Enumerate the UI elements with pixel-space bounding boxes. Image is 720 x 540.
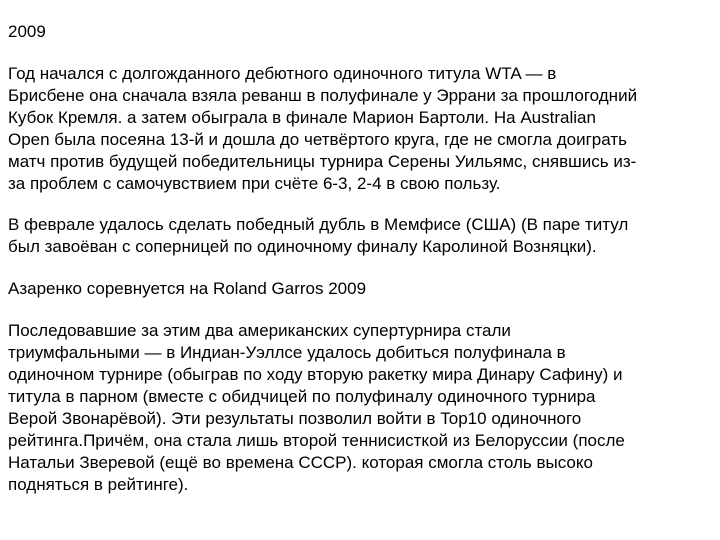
paragraph-line: Open была посеяна 13-й и дошла до четвёртого круга, где не смогла доиграть [8, 130, 627, 149]
paragraph-line: триумфальными — в Индиан-Уэллсе удалось добиться полуфинала в [8, 343, 566, 362]
paragraph-line: Натальи Зверевой (ещё во времена СССР). которая смогла столь высоко [8, 453, 593, 472]
paragraph-line: титула в парном (вместе с обидчицей по полуфиналу одиночного турнира [8, 387, 596, 406]
paragraph-line: подняться в рейтинге). [8, 475, 189, 494]
year-heading: 2009 [8, 22, 46, 41]
paragraph-line: Брисбене она сначала взяла реванш в полуфинале у Эррани за прошлогодний [8, 86, 638, 105]
paragraph-line: рейтинга.Причём, она стала лишь второй теннисисткой из Белоруссии (после [8, 431, 625, 450]
paragraph-line: за проблем с самочувствием при счёте 6-3, 2-4 в свою пользу. [8, 174, 501, 193]
paragraph-line: матч против будущей победительницы турнира Серены Уильямс, снявшись из- [8, 152, 637, 171]
paragraph-line: Последовавшие за этим два американских супертурнира стали [8, 321, 511, 340]
paragraph-line: Год начался с долгожданного дебютного одиночного титула WTA — в [8, 64, 557, 83]
paragraph-line: был завоёван с соперницей по одиночному финалу Каролиной Возняцки). [8, 237, 597, 256]
paragraph-line: Кубок Кремля. а затем обыграла в финале Марион Бартоли. На Australian [8, 108, 596, 127]
image-caption: Азаренко соревнуется на Roland Garros 2009 [8, 279, 367, 298]
paragraph-line: одиночном турнире (обыграв по ходу вторую ракетку мира Динару Сафину) и [8, 365, 623, 384]
paragraph-line: Верой Звонарёвой). Эти результаты позволил войти в Top10 одиночного [8, 409, 582, 428]
paragraph-line: В феврале удалось сделать победный дубль в Мемфисе (США) (В паре титул [8, 215, 629, 234]
